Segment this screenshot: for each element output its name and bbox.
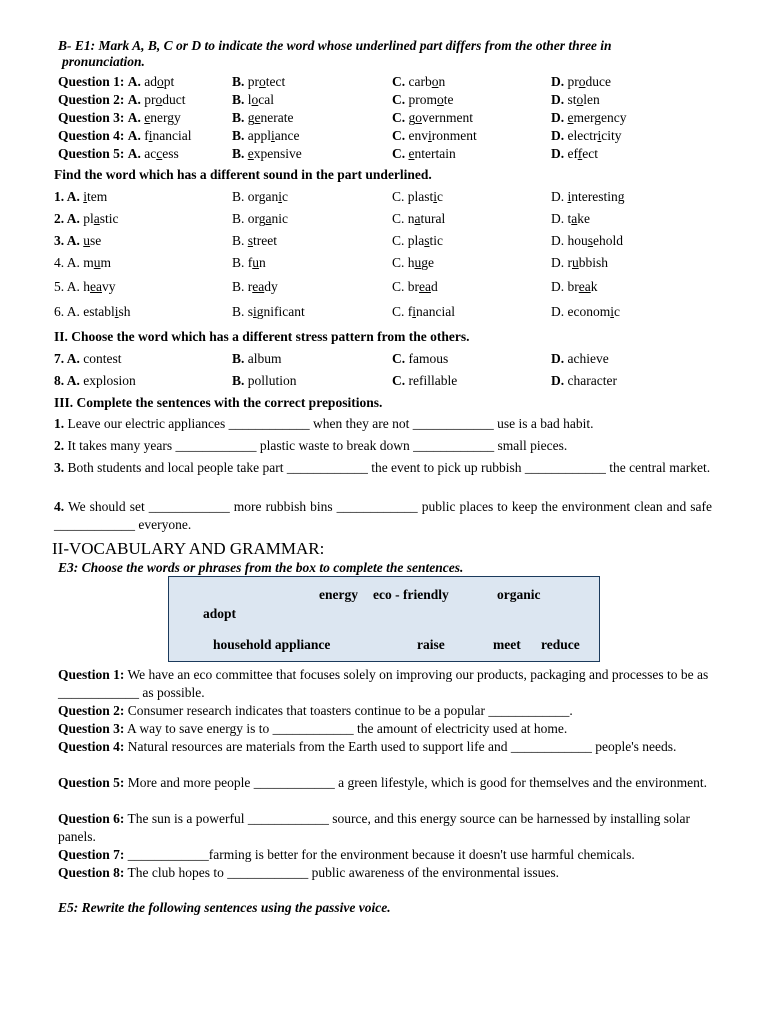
- option-b: [232, 350, 282, 368]
- word-part: ect: [582, 146, 598, 161]
- underlined-part: i: [597, 128, 602, 143]
- word-part: nerate: [260, 110, 294, 125]
- underlined-part: u: [83, 233, 91, 248]
- question-number: Question 7:: [58, 847, 125, 862]
- preposition-sentence-2: 2. It takes many years ____________ plastic waste to break down ____________ small pieces.: [54, 438, 568, 453]
- word-part: B. f: [232, 255, 253, 270]
- e3-question: [58, 774, 718, 792]
- question-number: 3. A.: [54, 233, 80, 248]
- word-part: c: [282, 189, 289, 204]
- word-part: B. organ: [232, 189, 279, 204]
- word-part: ehold: [593, 233, 624, 248]
- word-part: D.: [551, 189, 568, 204]
- word-part: B. r: [232, 279, 253, 294]
- option-letter: A.: [127, 110, 145, 125]
- option-letter: C.: [392, 146, 409, 161]
- word-part: tect: [265, 74, 286, 89]
- word-part: cal: [258, 92, 275, 107]
- section-prepositions-title: III. Complete the sentences with the correct prepositions.: [54, 395, 383, 410]
- e3-instruction: E3: Choose the words or phrases from the box to complete the sentences.: [58, 560, 464, 575]
- sound-question-row: [0, 303, 768, 321]
- word-part: C. f: [392, 304, 413, 319]
- word-part: pl: [79, 211, 94, 226]
- word-part: pt: [163, 74, 175, 89]
- word-part: prom: [408, 92, 437, 107]
- underlined-part: i: [412, 304, 417, 319]
- underlined-part: o: [578, 74, 586, 89]
- e3-question: [58, 666, 718, 702]
- underlined-part: i: [433, 189, 438, 204]
- word-part: tic: [429, 233, 444, 248]
- underlined-part: e: [144, 110, 151, 125]
- option-a: [54, 350, 122, 368]
- underlined-part: f: [577, 146, 583, 161]
- option-letter: D.: [551, 74, 568, 89]
- word-part: D. econom: [551, 304, 611, 319]
- word-eco-friendly: eco - friendly: [373, 587, 449, 602]
- word-part: nteresting: [571, 189, 625, 204]
- question-number: Question 8:: [58, 865, 125, 880]
- underlined-part: o: [157, 74, 164, 89]
- word-part: nancial: [416, 304, 455, 319]
- option-letter: D.: [551, 110, 568, 125]
- word-part: f: [144, 128, 149, 143]
- word-part: nergy: [150, 110, 181, 125]
- option-a: [54, 254, 111, 272]
- option-b: [232, 372, 297, 390]
- underlined-part: u: [414, 255, 422, 270]
- option-c: [392, 210, 445, 228]
- question-number: Question 2:: [58, 703, 125, 718]
- word-part: D. t: [551, 211, 572, 226]
- underlined-part: e: [254, 110, 261, 125]
- option-a: [54, 232, 101, 250]
- option-b: [232, 232, 277, 250]
- word-part: establ: [79, 304, 115, 319]
- underlined-part: i: [278, 189, 283, 204]
- option-letter: D.: [551, 128, 568, 143]
- word-part: c: [614, 304, 620, 319]
- e3-question: [58, 702, 718, 720]
- word-part: B.: [232, 233, 248, 248]
- word-part: g: [408, 110, 416, 125]
- sound-question-row: [0, 188, 768, 206]
- word-part: vernment: [422, 110, 473, 125]
- word-part: ronment: [431, 128, 477, 143]
- option-letter: D.: [551, 92, 568, 107]
- option-c: [392, 145, 456, 163]
- question-number: 6. A.: [54, 304, 80, 319]
- option-letter: B.: [232, 74, 248, 89]
- e1-question-row: [0, 109, 768, 127]
- e1-instruction: [58, 38, 718, 70]
- word-part: ef: [567, 146, 578, 161]
- word-part: duct: [162, 92, 186, 107]
- word-part: duce: [585, 74, 611, 89]
- underlined-part: o: [155, 92, 163, 107]
- option-d: [551, 232, 623, 250]
- underlined-part: i: [428, 128, 432, 143]
- option-c: [392, 350, 448, 368]
- question-number: Question 1:: [58, 667, 125, 682]
- stress-question-row: [0, 350, 768, 368]
- question-number: 8. A.: [54, 373, 80, 388]
- option-b: [232, 278, 278, 296]
- question-number: Question 5:: [58, 146, 125, 161]
- word-part: ess: [162, 146, 179, 161]
- option-b: [232, 91, 274, 109]
- word-adopt: adopt: [203, 606, 237, 621]
- sound-question-row: [0, 254, 768, 272]
- e3-question: [58, 864, 718, 882]
- word-part: ntertain: [414, 146, 456, 161]
- word-reduce: reduce: [541, 637, 580, 652]
- option-letter: A.: [127, 128, 145, 143]
- option-d: [551, 73, 611, 91]
- underlined-part: o: [576, 92, 584, 107]
- word-part: stic: [99, 211, 119, 226]
- word-part: B. org: [232, 211, 266, 226]
- option-a: [54, 372, 136, 390]
- underlined-part: ea: [90, 279, 102, 294]
- word-part: xpensive: [253, 146, 302, 161]
- option-c: [392, 278, 438, 296]
- underlined-part: o: [259, 74, 266, 89]
- question-text: More and more people ____________ a green lifestyle, which is good for themselves and the environment.: [124, 775, 707, 790]
- underlined-part: a: [414, 211, 421, 226]
- option-letter: A.: [127, 74, 145, 89]
- underlined-part: u: [93, 255, 101, 270]
- question-text: We have an eco committee that focuses solely on improving our products, packaging and processes to be as ____________ as possible.: [58, 667, 709, 700]
- option-d-word: character: [567, 373, 617, 388]
- word-part: C. h: [392, 255, 415, 270]
- option-a-word: explosion: [79, 373, 136, 388]
- word-part: ac: [144, 146, 157, 161]
- word-part: C. n: [392, 211, 415, 226]
- vocab-grammar-heading: II-VOCABULARY AND GRAMMAR:: [52, 539, 325, 558]
- question-number: Question 4:: [58, 739, 125, 754]
- option-d: [551, 278, 597, 296]
- underlined-part: s: [424, 233, 430, 248]
- option-a: [58, 109, 181, 127]
- word-part: m: [100, 255, 112, 270]
- question-number: Question 1:: [58, 74, 125, 89]
- option-c: [392, 232, 443, 250]
- word-part: l: [247, 92, 252, 107]
- word-part: k: [590, 279, 598, 294]
- option-c: [392, 109, 473, 127]
- option-d: [551, 372, 617, 390]
- word-part: te: [443, 92, 454, 107]
- underlined-part: a: [265, 211, 272, 226]
- option-d: [551, 188, 625, 206]
- question-number: Question 6:: [58, 811, 125, 826]
- option-b-word: pollution: [247, 373, 297, 388]
- question-number: 2. A.: [54, 211, 80, 226]
- e1-question-row: [0, 127, 768, 145]
- word-box: [168, 576, 600, 662]
- preposition-sentence-1: 1. Leave our electric appliances ____________ when they are not ____________ use is a bad habit.: [54, 416, 594, 431]
- question-number: 4. A.: [54, 255, 80, 270]
- option-c: [392, 127, 477, 145]
- option-letter: C.: [392, 373, 409, 388]
- e1-title-cont: pronunciation.: [62, 54, 145, 69]
- option-d-word: achieve: [567, 351, 609, 366]
- e1-question-row: [0, 145, 768, 163]
- word-meet: meet: [493, 637, 521, 652]
- option-c-word: refillable: [408, 373, 458, 388]
- option-letter: D.: [551, 146, 568, 161]
- e3-question: [58, 846, 718, 864]
- option-d: [551, 210, 590, 228]
- option-d: [551, 127, 622, 145]
- underlined-part: a: [571, 211, 578, 226]
- section-different-sound-title: Find the word which has a different sound in the part underlined.: [54, 167, 432, 182]
- word-part: n: [259, 255, 266, 270]
- preposition-sentence-3: 3. Both students and local people take part ____________ the event to pick up rubbish ____________ the central market.: [54, 460, 711, 475]
- question-number: Question 3:: [58, 110, 125, 125]
- word-part: st: [567, 92, 577, 107]
- question-number: Question 2:: [58, 92, 125, 107]
- option-a: [58, 91, 186, 109]
- option-letter: C.: [392, 110, 409, 125]
- word-energy: energy: [319, 587, 358, 602]
- option-a: [58, 145, 179, 163]
- option-letter: C.: [392, 74, 409, 89]
- question-number: 1. A.: [54, 189, 80, 204]
- word-part: m: [79, 255, 94, 270]
- word-part: tural: [420, 211, 446, 226]
- option-letter: B.: [232, 92, 248, 107]
- option-d: [551, 91, 600, 109]
- word-part: nancial: [152, 128, 192, 143]
- sound-question-row: [0, 232, 768, 250]
- underlined-part: u: [572, 255, 579, 270]
- underlined-part: i: [271, 128, 275, 143]
- word-part: C. pla: [392, 233, 425, 248]
- option-a: [54, 188, 107, 206]
- option-letter: B.: [232, 351, 248, 366]
- sound-question-row: [0, 210, 768, 228]
- stress-question-row: [0, 372, 768, 390]
- e1-question-row: [0, 73, 768, 91]
- underlined-part: o: [415, 110, 422, 125]
- word-part: len: [583, 92, 600, 107]
- word-part: vy: [102, 279, 116, 294]
- word-part: D. br: [551, 279, 579, 294]
- word-part: pr: [247, 74, 260, 89]
- e1-title: B- E1: Mark A, B, C or D to indicate the word whose underlined part differs from the other three in: [58, 38, 612, 53]
- option-d: [551, 303, 620, 321]
- option-c-word: famous: [408, 351, 449, 366]
- option-letter: D.: [551, 351, 568, 366]
- question-text: Natural resources are materials from the Earth used to support life and ____________ people's needs.: [124, 739, 677, 754]
- option-c: [392, 254, 434, 272]
- underlined-part: i: [253, 304, 257, 319]
- word-part: tem: [87, 189, 108, 204]
- word-part: mergency: [573, 110, 627, 125]
- underlined-part: i: [148, 128, 153, 143]
- option-b-word: album: [247, 351, 282, 366]
- option-d: [551, 254, 608, 272]
- underlined-part: a: [93, 211, 100, 226]
- option-letter: A.: [127, 146, 145, 161]
- word-part: c: [437, 189, 444, 204]
- word-part: d: [430, 279, 438, 294]
- option-d: [551, 350, 609, 368]
- option-letter: C.: [392, 128, 409, 143]
- word-part: D. r: [551, 255, 572, 270]
- option-letter: B.: [232, 128, 248, 143]
- option-b: [232, 303, 305, 321]
- option-b: [232, 254, 266, 272]
- word-raise: raise: [417, 637, 445, 652]
- underlined-part: i: [114, 304, 119, 319]
- option-letter: C.: [392, 92, 409, 107]
- word-part: nic: [271, 211, 289, 226]
- option-a: [58, 73, 174, 91]
- question-number: 7. A.: [54, 351, 80, 366]
- underlined-part: o: [251, 92, 259, 107]
- word-part: dy: [264, 279, 278, 294]
- underlined-part: o: [431, 74, 439, 89]
- option-letter: B.: [232, 146, 248, 161]
- option-a: [58, 127, 192, 145]
- underlined-part: s: [587, 233, 594, 248]
- word-part: ad: [144, 74, 158, 89]
- word-part: env: [408, 128, 428, 143]
- underlined-part: ea: [578, 279, 591, 294]
- underlined-part: i: [567, 189, 572, 204]
- option-d: [551, 109, 626, 127]
- option-a: [54, 278, 116, 296]
- word-part: C. plast: [392, 189, 434, 204]
- option-b: [232, 210, 288, 228]
- e1-question-row: [0, 91, 768, 109]
- word-part: city: [601, 128, 622, 143]
- option-b: [232, 188, 288, 206]
- option-a: [54, 303, 131, 321]
- word-part: carb: [408, 74, 432, 89]
- section-stress-title: II. Choose the word which has a different stress pattern from the others.: [54, 329, 470, 344]
- question-text: ____________farming is better for the environment because it doesn't use harmful chemicals.: [124, 847, 635, 862]
- question-number: Question 3:: [58, 721, 125, 736]
- option-letter: B.: [232, 110, 248, 125]
- word-organic: organic: [497, 587, 541, 602]
- e5-instruction: E5: Rewrite the following sentences using the passive voice.: [58, 900, 391, 915]
- question-number: Question 4:: [58, 128, 125, 143]
- word-part: ke: [577, 211, 590, 226]
- option-a-word: contest: [79, 351, 122, 366]
- question-text: A way to save energy is to ____________ the amount of electricity used at home.: [124, 721, 568, 736]
- option-c: [392, 372, 457, 390]
- option-b: [232, 145, 302, 163]
- underlined-part: i: [610, 304, 614, 319]
- word-part: pr: [144, 92, 156, 107]
- underlined-part: o: [437, 92, 444, 107]
- e3-question: [58, 810, 718, 846]
- option-c: [392, 303, 455, 321]
- option-b: [232, 73, 285, 91]
- word-part: ance: [274, 128, 300, 143]
- option-a: [54, 210, 119, 228]
- word-part: C. br: [392, 279, 419, 294]
- option-letter: B.: [232, 373, 248, 388]
- word-part: ge: [421, 255, 435, 270]
- question-text: The sun is a powerful ____________ source, and this energy source can be harnessed by installing solar panels.: [58, 811, 691, 844]
- word-part: gnificant: [256, 304, 305, 319]
- underlined-part: c: [156, 146, 163, 161]
- word-part: h: [79, 279, 91, 294]
- e3-question: [58, 738, 718, 756]
- word-household-appliance: household appliance: [213, 637, 331, 652]
- option-b: [232, 109, 294, 127]
- word-part: g: [247, 110, 255, 125]
- question-text: Consumer research indicates that toasters continue to be a popular ____________.: [124, 703, 573, 718]
- word-part: appl: [247, 128, 272, 143]
- option-c: [392, 188, 443, 206]
- word-part: sh: [118, 304, 131, 319]
- word-part: n: [438, 74, 446, 89]
- underlined-part: i: [83, 189, 88, 204]
- underlined-part: ea: [419, 279, 431, 294]
- underlined-part: ea: [252, 279, 265, 294]
- option-letter: C.: [392, 351, 409, 366]
- sound-question-row: [0, 278, 768, 296]
- underlined-part: s: [247, 233, 254, 248]
- word-part: D. hou: [551, 233, 588, 248]
- question-number: 5. A.: [54, 279, 80, 294]
- underlined-part: u: [252, 255, 259, 270]
- underlined-part: e: [567, 110, 574, 125]
- option-b: [232, 127, 300, 145]
- option-c: [392, 73, 445, 91]
- word-part: B. s: [232, 304, 254, 319]
- underlined-part: e: [247, 146, 254, 161]
- word-part: treet: [253, 233, 278, 248]
- word-part: bbish: [578, 255, 609, 270]
- option-letter: A.: [127, 92, 145, 107]
- question-number: Question 5:: [58, 775, 125, 790]
- word-part: electr: [567, 128, 598, 143]
- underlined-part: e: [408, 146, 415, 161]
- word-part: se: [90, 233, 102, 248]
- question-text: The club hopes to ____________ public awareness of the environmental issues.: [124, 865, 560, 880]
- option-letter: D.: [551, 373, 568, 388]
- e3-question: [58, 720, 718, 738]
- word-part: pr: [567, 74, 579, 89]
- option-d: [551, 145, 598, 163]
- option-c: [392, 91, 454, 109]
- preposition-sentence-4: 4. We should set ____________ more rubbish bins ____________ public places to keep the environment clean and safe ____________ everyone.: [54, 499, 712, 532]
